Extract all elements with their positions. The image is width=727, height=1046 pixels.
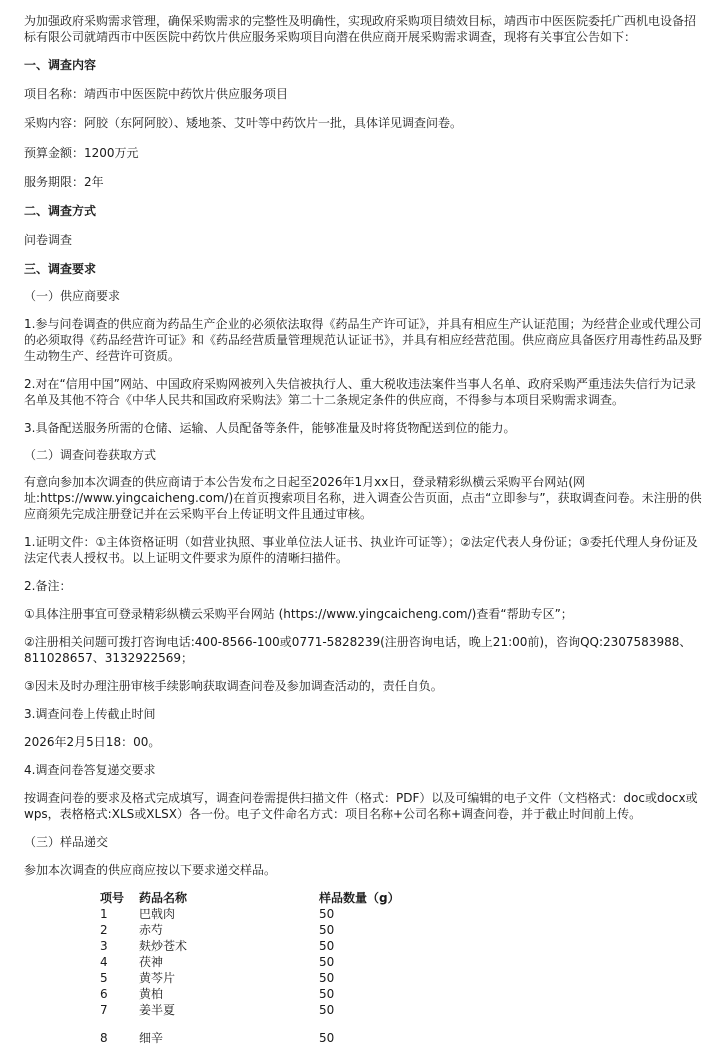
header-drug-name: 药品名称 xyxy=(139,891,188,905)
table-row xyxy=(100,938,439,954)
header-item-no: 项号 xyxy=(100,891,125,905)
table-row xyxy=(100,954,439,970)
drug-name: 茯神 xyxy=(139,955,164,969)
drug-name: 黄柏 xyxy=(139,987,164,1001)
header-sample-qty: 样品数量（g） xyxy=(319,891,400,905)
sample-qty: 50 xyxy=(319,987,335,1001)
item-no: 2 xyxy=(100,923,108,937)
sample-qty: 50 xyxy=(319,971,335,985)
sample-qty: 50 xyxy=(319,1003,335,1017)
item-no: 5 xyxy=(100,971,108,985)
deadline-title: 3.调查问卷上传截止时间 xyxy=(24,707,156,721)
item-no: 6 xyxy=(100,987,108,1001)
sample-table-header-row xyxy=(100,890,439,906)
note-1: ①具体注册事宜可登录精彩纵横云采购平台网站 (https://www.yingcaicheng.com/)查看“帮助专区”； xyxy=(24,607,573,621)
reply-requirements: 按调查问卷的要求及格式完成填写，调查问卷需提供扫描文件（格式：PDF）以及可编辑的电子文件（文档格式：doc或docx或wps，表格格式:XLS或XLSX）各一份。电子文件命名方式：项目名称+公司名称+调查问卷，并于截止时间前上传。 xyxy=(24,791,698,821)
item-no: 3 xyxy=(100,939,108,953)
requirement-1: 1.参与问卷调查的供应商为药品生产企业的必须依法取得《药品生产许可证》，并具有相应生产认证范围；为经营企业或代理公司的必须取得《药品经营许可证》和《药品经营质量管理规范认证证书》，并具有相应经营范围。供应商应具备医疗用毒性药品及野生动物生产、经营许可资质。 xyxy=(24,317,703,363)
item-no: 4 xyxy=(100,955,108,969)
intro-paragraph: 为加强政府采购需求管理，确保采购需求的完整性及明确性，实现政府采购项目绩效目标，靖西市中医医院委托广西机电设备招标有限公司就靖西市中医医院中药饮片供应服务采购项目向潜在供应商开展采购需求调查，现将有关事宜公告如下： xyxy=(24,14,697,44)
requirement-3: 3.具备配送服务所需的仓储、运输、人员配备等条件，能够准量及时将货物配送到位的能力。 xyxy=(24,421,516,435)
note-2: ②注册相关问题可拨打咨询电话:400-8566-100或0771-5828239(注册咨询电话，晚上21:00前)，咨询QQ:2307583988、811028657、3132922569； xyxy=(24,635,692,665)
drug-name: 黄芩片 xyxy=(139,971,176,985)
sample-qty: 50 xyxy=(319,923,335,937)
proof-documents: 1.证明文件：①主体资格证明（如营业执照、事业单位法人证书、执业许可证等）；②法定代表人身份证；③委托代理人身份证及法定代表人授权书。以上证明文件要求为原件的清晰扫描件。 xyxy=(24,535,698,565)
project-name: 项目名称：靖西市中医医院中药饮片供应服务项目 xyxy=(24,87,289,101)
sample-qty: 50 xyxy=(319,955,335,969)
survey-method: 问卷调查 xyxy=(24,233,73,247)
obtain-instructions: 有意向参加本次调查的供应商请于本公告发布之日起至2026年1月xx日，登录精彩纵横云采购平台网站(网址:https://www.yingcaicheng.com/)在首页搜索项目名称，进入调查公告页面，点击“立即参与”，获取调查问卷。未注册的供应商须先完成注册登记并在云采购平台上传证明文件且通过审核。 xyxy=(24,475,702,521)
drug-name: 巴戟肉 xyxy=(139,907,176,921)
item-no: 8 xyxy=(100,1031,108,1045)
table-row xyxy=(100,970,439,986)
note-3: ③因未及时办理注册审核手续影响获取调查问卷及参加调查活动的，责任自负。 xyxy=(24,679,443,693)
drug-name: 细辛 xyxy=(139,1031,164,1045)
reply-requirements-title: 4.调查问卷答复递交要求 xyxy=(24,763,156,777)
sample-qty: 50 xyxy=(319,1031,335,1045)
table-row xyxy=(100,1002,439,1018)
purchase-content: 采购内容：阿胶（东阿阿胶）、矮地茶、艾叶等中药饮片一批，具体详见调查问卷。 xyxy=(24,116,463,130)
notes-title: 2.备注： xyxy=(24,579,72,593)
sample-qty: 50 xyxy=(319,939,335,953)
sample-intro: 参加本次调查的供应商应按以下要求递交样品。 xyxy=(24,863,277,877)
drug-name: 赤芍 xyxy=(139,923,164,937)
table-row xyxy=(100,1018,439,1046)
item-no: 1 xyxy=(100,907,108,921)
budget: 预算金额：1200万元 xyxy=(24,146,139,160)
deadline-value: 2026年2月5日18：00。 xyxy=(24,735,161,749)
table-row xyxy=(100,906,439,922)
drug-name: 姜半夏 xyxy=(139,1003,176,1017)
sample-qty: 50 xyxy=(319,907,335,921)
section-title-survey-content: 一、调查内容 xyxy=(24,58,97,72)
table-row xyxy=(100,922,439,938)
subsection-title-supplier-requirements: （一）供应商要求 xyxy=(24,289,121,303)
service-period: 服务期限：2年 xyxy=(24,175,104,189)
section-title-survey-requirements: 三、调查要求 xyxy=(24,262,97,276)
drug-name: 麸炒苍术 xyxy=(139,939,188,953)
table-row xyxy=(100,986,439,1002)
subsection-title-obtain-questionnaire: （二）调查问卷获取方式 xyxy=(24,448,157,462)
subsection-title-sample-submission: （三）样品递交 xyxy=(24,835,109,849)
item-no: 7 xyxy=(100,1003,108,1017)
section-title-survey-method: 二、调查方式 xyxy=(24,204,97,218)
sample-table xyxy=(100,890,439,1046)
requirement-2: 2.对在“信用中国”网站、中国政府采购网被列入失信被执行人、重大税收违法案件当事人名单、政府采购严重违法失信行为记录名单及其他不符合《中华人民共和国政府采购法》第二十二条规定条件的供应商，不得参与本项目采购需求调查。 xyxy=(24,377,696,407)
